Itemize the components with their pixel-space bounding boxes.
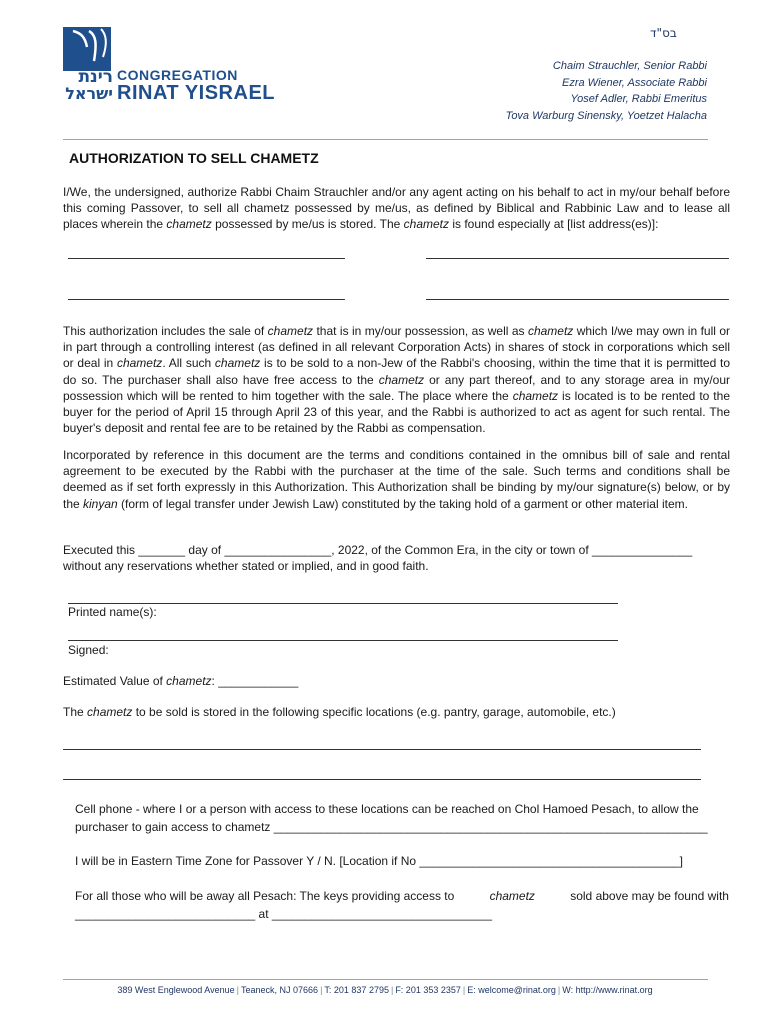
rabbi-emeritus: Yosef Adler, Rabbi Emeritus <box>570 93 707 105</box>
footer-email[interactable]: E: welcome@rinat.org <box>467 985 556 995</box>
footer-divider <box>63 979 708 980</box>
address-line-3[interactable] <box>68 299 345 300</box>
storage-location-line-2[interactable] <box>63 779 701 780</box>
storage-location-line-1[interactable] <box>63 749 701 750</box>
rabbi-list <box>506 58 707 124</box>
logo-mark-icon <box>63 27 111 71</box>
document-title: AUTHORIZATION TO SELL CHAMETZ <box>69 150 319 166</box>
printed-name-label: Printed name(s): <box>68 605 157 619</box>
logo-rinat-yisrael: RINAT YISRAEL <box>117 82 275 104</box>
chametz-access-line: purchaser to gain access to chametz _________________________________________________________________ <box>75 820 708 834</box>
rabbi-associate: Ezra Wiener, Associate Rabbi <box>561 76 707 89</box>
footer-contact: 389 West Englewood Avenue | Teaneck, NJ 07666 | T: 201 837 2795 | F: 201 353 2357 | E: welcome@rinat.org | W: http://www.rinat.org <box>117 985 653 995</box>
intro-paragraph: I/We, the undersigned, authorize Rabbi Chaim Strauchler and/or any agent acting on his behalf to act in my/our behalf before this coming Passover, to sell all chametz possessed by me/us, as defined by Biblical and Rabbinic Law and to lease all places wherein the chametz possessed by me/us is stored. The chametz is found especially at [list address(es)]: <box>63 185 730 232</box>
footer-address: 389 West Englewood Avenue <box>117 985 235 995</box>
footer-tel: T: 201 837 2795 <box>324 985 389 995</box>
executed-line: Executed this _______ day of ________________, 2022, of the Common Era, in the city or town of _______________ <box>63 543 693 557</box>
keys-location-line: ___________________________ at _________________________________ <box>75 907 493 921</box>
good-faith-line: without any reservations whether stated or implied, and in good faith. <box>63 559 429 573</box>
address-line-1[interactable] <box>68 258 345 259</box>
signed-label: Signed: <box>68 643 109 657</box>
estimated-value: Estimated Value of chametz: ____________ <box>63 674 299 688</box>
cell-phone-line: Cell phone - where I or a person with access to these locations can be reached on Chol Hamoed Pesach, to allow the <box>75 802 699 816</box>
authorization-paragraph: This authorization includes the sale of chametz that is in my/our possession, as well as chametz which I/we may own in full or in part through a controlling interest (as defined in all relevant Corporation Acts) in shares of stock in corporations which sell or deal in chametz. All such chametz is to be sold to a non-Jew of the Rabbi's choosing, within the time that it is permitted to do so. The purchaser shall also have free access to the chametz or any part thereof, and to any storage area in my/our possession which will be rented to him together with the sale. The place where the chametz is located is to be rented to the buyer for the period of April 15 through April 23 of this year, and the Rabbi is authorized to act as agent for such rental. The buyer's deposit and rental fee are to be retained by the Rabbi as compensation. <box>63 324 731 436</box>
congregation-logo <box>63 27 303 103</box>
time-zone-line: I will be in Eastern Time Zone for Passover Y / N. [Location if No _______________________________________] <box>75 854 683 868</box>
logo-hebrew-line1: רינת <box>78 67 113 87</box>
yoetzet-halacha: Tova Warburg Sinensky, Yoetzet Halacha <box>505 109 707 122</box>
footer-website[interactable]: W: http://www.rinat.org <box>562 985 653 995</box>
footer-city: Teaneck, NJ 07666 <box>241 985 319 995</box>
logo-hebrew <box>63 69 113 102</box>
address-line-4[interactable] <box>426 299 729 300</box>
rabbi-senior: Chaim Strauchler, Senior Rabbi <box>552 60 707 72</box>
logo-hebrew-line2: ישראל <box>65 84 113 103</box>
footer-fax: F: 201 353 2357 <box>395 985 461 995</box>
bsd-header: בס"ד <box>650 26 677 40</box>
header-divider <box>63 139 708 140</box>
storage-locations-prompt: The chametz to be sold is stored in the following specific locations (e.g. pantry, garage, automobile, etc.) <box>63 705 616 719</box>
keys-line: For all those who will be away all Pesach: The keys providing access to chametz sold above may be found with <box>75 889 729 903</box>
terms-paragraph: Incorporated by reference in this document are the terms and conditions contained in the omnibus bill of sale and rental agreement to be executed by the Rabbi with the purchaser at the time of the sale. Such terms and conditions shall be deemed as if set forth expressly in this Authorization. This Authorization shall be binding by my/our signature(s) below, or by the kinyan (form of legal transfer under Jewish Law) constituted by the taking hold of a garment or other material item. <box>63 448 730 511</box>
signature-line[interactable] <box>68 640 618 641</box>
address-line-2[interactable] <box>426 258 729 259</box>
logo-congregation: CONGREGATION <box>117 67 238 83</box>
